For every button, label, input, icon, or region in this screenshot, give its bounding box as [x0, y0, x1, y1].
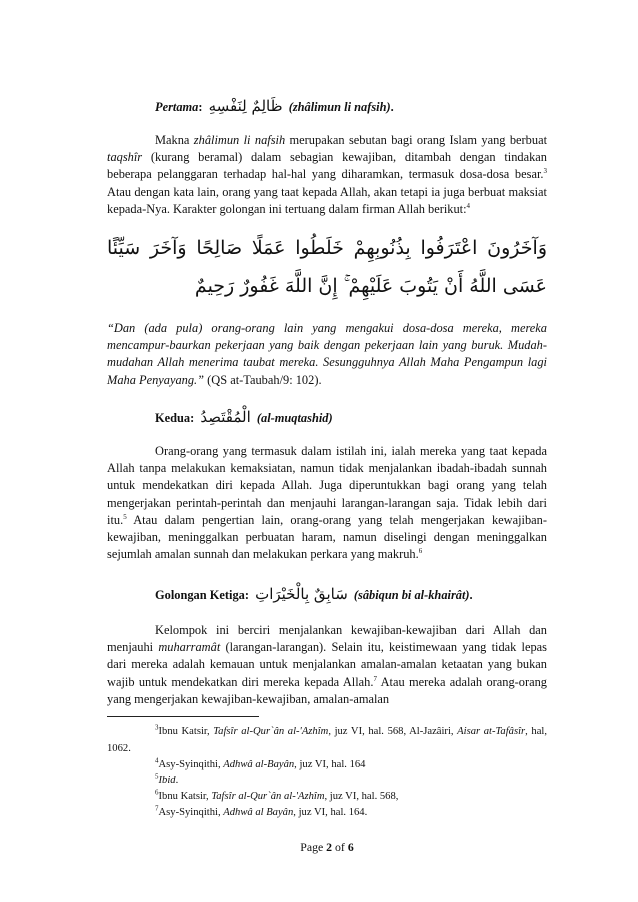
heading-label: Pertama	[155, 100, 199, 114]
footnote-text: Asy-Syinqithi,	[158, 759, 224, 770]
footnote-title: Adhwâ al Bayân	[223, 807, 294, 818]
verse-translation	[107, 320, 547, 389]
section-heading-pertama	[155, 97, 394, 115]
footnote-3	[107, 724, 547, 757]
text-run: (larangan-larangan). Selain itu, keistimewaan yang tidak lepas dari mereka adalah kemauan untuk menjalankan amalan-amalan ketaatan yang bukan wajib untuk mendekatkan diri mereka kepada Allah.	[107, 640, 547, 689]
heading-end: .	[390, 100, 394, 114]
text-run: merupakan sebutan bagi orang Islam yang berbuat	[285, 133, 548, 147]
footnote-number: 3	[155, 723, 159, 732]
heading-arabic: ظَالِمٌ لِنَفْسِهِ	[208, 97, 283, 115]
footnote-text: Ibnu Katsir,	[158, 726, 214, 737]
footnote-6	[107, 789, 547, 806]
heading-transliteration: (zhâlimun li nafsih)	[288, 100, 391, 114]
document-page	[107, 0, 547, 902]
text-run: Atau mereka adalah orang-orang yang mengerjakan kewajiban-kewajiban, amalan-amalan	[107, 674, 547, 706]
translation-text: “Dan (ada pula) orang-orang lain yang mengakui dosa-dosa mereka, mereka mencampur-baurkan pekerjaan yang baik dengan pekerjaan lain yang buruk. Mudah-mudahan Allah menerima taubat mereka. Sesungguhnya Allah Maha Pengampun lagi Maha Penyayang.”	[107, 321, 547, 387]
footnote-text: , juz VI, hal. 164.	[293, 807, 368, 818]
paragraph-1	[107, 132, 547, 218]
footnote-ref[interactable]: 3	[543, 167, 547, 176]
footnote-text: , juz VI, hal. 568,	[324, 791, 399, 802]
footnote-5	[107, 773, 547, 790]
footnote-ref[interactable]: 5	[123, 512, 127, 521]
footnote-ref[interactable]: 4	[466, 201, 471, 210]
italic-term: muharramât	[158, 640, 221, 655]
paragraph-2	[107, 443, 547, 563]
footnote-separator	[107, 716, 259, 717]
footnote-title: Ibid	[158, 775, 176, 786]
paragraph-3	[107, 622, 547, 708]
text-run: (kurang beramal) dalam sebagian kewajiban, ditambah dengan tindakan beberapa pelanggaran terhadap hal-hal yang diharamkan, termasuk dosa-dosa besar.	[107, 150, 547, 182]
footnote-number: 7	[155, 804, 159, 813]
footnote-ref[interactable]: 6	[418, 547, 423, 556]
italic-term: zhâlimun li nafsih	[193, 133, 286, 147]
footnote-text: , hal, 1062.	[107, 726, 547, 754]
section-heading-kedua	[155, 408, 333, 426]
footnote-text: , juz VI, hal. 568, Al-Jazâiri,	[328, 726, 458, 737]
heading-label: Kedua:	[155, 411, 195, 425]
footer-page-word: Page	[300, 840, 327, 854]
footnote-title: Tafsîr al-Qur`ân al-'Azhîm	[211, 791, 325, 802]
footnote-ref[interactable]: 7	[373, 674, 377, 683]
heading-transliteration: (al-muqtashid)	[256, 411, 333, 425]
text-run: Kelompok ini berciri menjalankan kewajiban-kewajiban dari Allah dan menjauhi	[107, 623, 547, 655]
heading-colon: :	[198, 100, 203, 114]
section-heading-ketiga	[155, 585, 473, 603]
text-run: Atau dengan kata lain, orang yang taat kepada Allah, akan tetapi ia juga berbuat maksiat kepada-Nya. Karakter golongan ini tertuang dalam firman Allah berikut:	[107, 184, 547, 216]
heading-arabic: سَابِقٌ بِالْخَيْرَاتِ	[255, 585, 348, 603]
footnote-number: 4	[155, 756, 159, 765]
footnote-title: Tafsîr al-Qur`ân al-'Azhîm	[213, 726, 329, 737]
current-page-number: 2	[326, 840, 333, 854]
footnote-text: .	[175, 775, 179, 786]
footnote-text: Ibnu Katsir,	[158, 791, 212, 802]
italic-term: taqshîr	[107, 150, 143, 165]
footnote-title: Adhwâ al-Bayân	[223, 759, 295, 770]
footer-of-word: of	[332, 840, 348, 854]
text-run: Orang-orang yang termasuk dalam istilah ini, ialah mereka yang taat kepada Allah tanpa melakukan kemaksiatan, namun tidak menjalankan ibadah-ibadah sunnah untuk mendekatkan diri kepada Allah. Juga diperuntukkan bagi orang yang telah mengerjakan perintah-perintah dan menjauhi larangan-larangan saja. Tidak lebih dari itu.	[107, 444, 547, 527]
verse-reference: (QS at-Taubah/9: 102).	[204, 372, 322, 387]
text-run: Makna	[155, 133, 194, 147]
quran-verse-arabic: وَآخَرُونَ اعْتَرَفُوا بِذُنُوبِهِمْ خَلَطُوا عَمَلًا صَالِحًا وَآخَرَ سَيِّئًا عَسَى اللَّهُ أَنْ يَتُوبَ عَلَيْهِمْ ۚ إِنَّ اللَّهَ غَفُورٌ رَحِيمٌ	[107, 237, 547, 297]
footnote-title: Aisar at-Tafâsîr	[457, 726, 526, 737]
total-pages: 6	[347, 840, 354, 854]
heading-transliteration: (sâbiqun bi al-khairât)	[353, 588, 470, 602]
footnote-text: Asy-Syinqithi,	[158, 807, 224, 818]
footnote-number: 6	[155, 788, 159, 797]
page-footer	[107, 840, 547, 855]
heading-end: .	[469, 588, 473, 602]
text-run: Atau dalam pengertian lain, orang-orang yang telah mengerjakan kewajiban-kewajiban, meninggalkan perbuatan haram, namun diselingi dengan meninggalkan sejumlah amalan sunnah dan melakukan perkara yang makruh.	[107, 512, 547, 562]
footnote-number: 5	[155, 772, 159, 781]
heading-label: Golongan Ketiga:	[155, 588, 249, 602]
footnote-7	[107, 805, 547, 822]
footnote-text: , juz VI, hal. 164	[294, 759, 366, 770]
footnote-4	[107, 757, 547, 774]
heading-arabic: الْمُقْتَصِدُ	[200, 408, 251, 426]
